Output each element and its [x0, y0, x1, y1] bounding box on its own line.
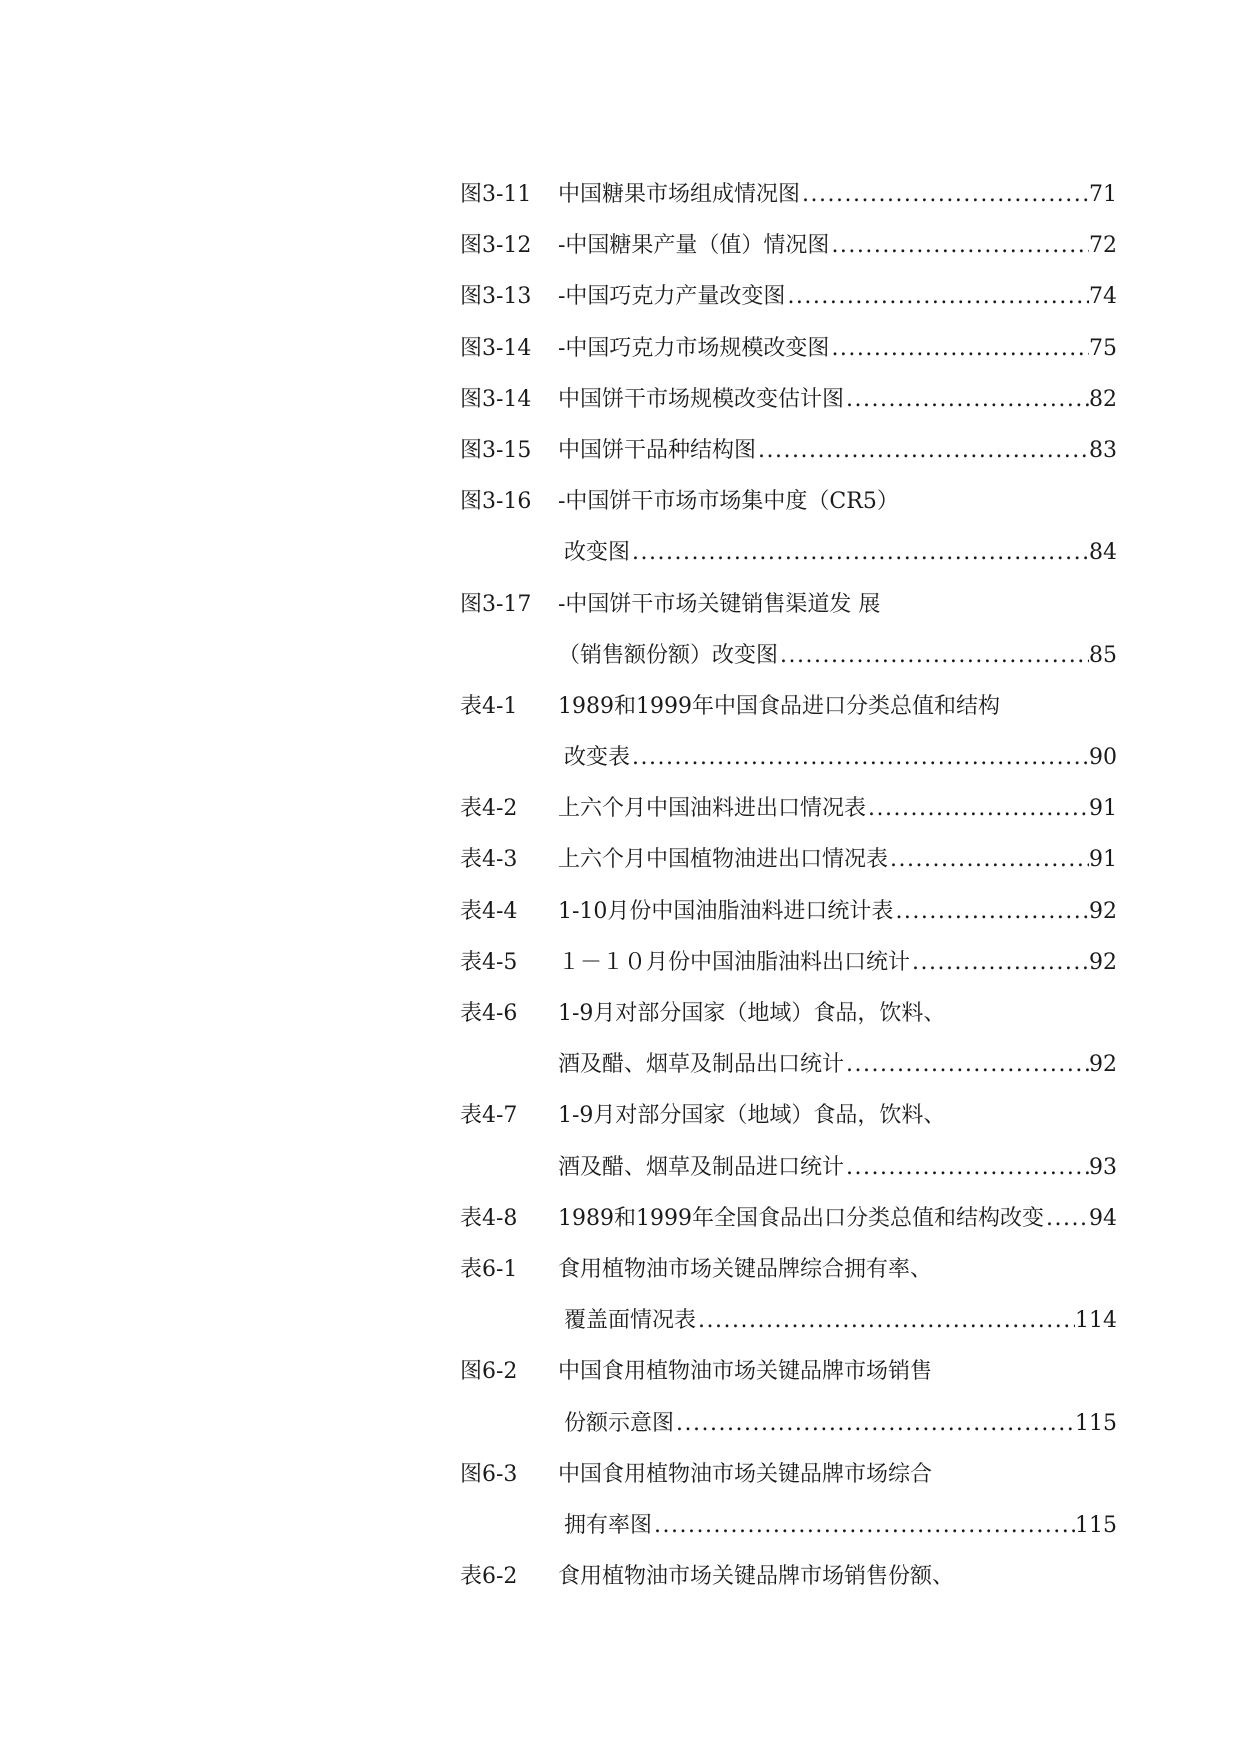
toc-entry-label: 图3-12 [460, 233, 532, 259]
toc-entry-page: 92 [1089, 898, 1117, 924]
toc-entry-page: 91 [1089, 796, 1117, 822]
table-of-contents [460, 169, 1117, 1602]
toc-entry-title: 中国饼干市场规模改变估计图 [558, 386, 845, 412]
toc-entry-page: 72 [1089, 233, 1117, 259]
toc-entry-label: 表4-4 [460, 898, 518, 924]
toc-entry-label: 图3-17 [460, 591, 532, 617]
toc-entry-label: 图3-14 [460, 335, 532, 361]
toc-entry [460, 1449, 1117, 1500]
toc-entry [460, 374, 1117, 425]
toc-entry-title: 中国食用植物油市场关键品牌市场销售 [558, 1359, 933, 1385]
toc-entry [460, 1346, 1117, 1397]
toc-leader-dots [893, 886, 1089, 937]
toc-entry [460, 527, 1117, 578]
toc-entry [460, 834, 1117, 885]
toc-leader-dots [696, 1295, 1075, 1346]
toc-entry [460, 988, 1117, 1039]
toc-entry-label: 表4-7 [460, 1103, 518, 1129]
toc-entry-title: 酒及醋、烟草及制品出口统计 [558, 1052, 845, 1078]
toc-entry-page: 94 [1089, 1205, 1117, 1231]
toc-entry [460, 1551, 1117, 1602]
toc-entry-title: 食用植物油市场关键品牌市场销售份额、 [558, 1564, 955, 1590]
toc-leader-dots [652, 1500, 1075, 1551]
toc-entry [460, 783, 1117, 834]
toc-entry [460, 1193, 1117, 1244]
toc-entry-label: 表4-5 [460, 949, 518, 975]
toc-leader-dots [844, 1142, 1089, 1193]
toc-entry [460, 1039, 1117, 1090]
toc-entry [460, 220, 1117, 271]
toc-entry-label: 图3-14 [460, 386, 532, 412]
toc-entry [460, 1500, 1117, 1551]
toc-entry [460, 1142, 1117, 1193]
toc-entry-title: 中国食用植物油市场关键品牌市场综合 [558, 1461, 933, 1487]
toc-entry-page: 85 [1089, 642, 1117, 668]
toc-entry [460, 1398, 1117, 1449]
toc-entry-title: -中国糖果产量（值）情况图 [558, 233, 830, 259]
toc-entry [460, 169, 1117, 220]
toc-leader-dots [910, 937, 1089, 988]
toc-entry [460, 1244, 1117, 1295]
toc-entry [460, 886, 1117, 937]
toc-leader-dots [829, 220, 1089, 271]
toc-leader-dots [844, 1039, 1089, 1090]
toc-entry [460, 476, 1117, 527]
toc-entry-title: 1989和1999年全国食品出口分类总值和结构改变 [558, 1205, 1044, 1231]
toc-leader-dots [800, 169, 1089, 220]
toc-entry-title: 1989和1999年中国食品进口分类总值和结构 [558, 693, 1000, 719]
toc-entry-page: 75 [1089, 335, 1117, 361]
toc-entry [460, 1090, 1117, 1141]
toc-entry-page: 71 [1089, 182, 1117, 207]
toc-entry-page: 84 [1089, 540, 1117, 566]
toc-entry-page: 114 [1075, 1308, 1117, 1334]
toc-entry-title: 拥有率图 [564, 1512, 653, 1538]
toc-entry-title: （销售额份额）改变图 [558, 642, 779, 668]
toc-entry-title: 食用植物油市场关键品牌综合拥有率、 [558, 1256, 933, 1282]
toc-leader-dots [778, 630, 1089, 681]
toc-entry-title: 上六个月中国植物油进出口情况表 [558, 847, 889, 873]
toc-entry-label: 表4-8 [460, 1205, 518, 1231]
toc-entry-title: 1-9月对部分国家（地域）食品，饮料、 [558, 1001, 946, 1026]
toc-leader-dots [1044, 1193, 1089, 1244]
toc-entry-label: 图3-13 [460, 284, 532, 310]
toc-entry-page: 83 [1089, 437, 1117, 463]
toc-leader-dots [630, 732, 1089, 783]
toc-entry-title: 改变图 [564, 540, 631, 566]
toc-entry-label: 表4-6 [460, 1001, 518, 1026]
toc-entry-title: -中国巧克力市场规模改变图 [558, 335, 830, 361]
toc-entry-label: 表4-2 [460, 796, 518, 822]
toc-entry [460, 681, 1117, 732]
toc-entry-label: 图6-2 [460, 1359, 518, 1385]
toc-entry-page: 115 [1075, 1410, 1117, 1436]
toc-entry [460, 579, 1117, 630]
toc-leader-dots [866, 783, 1089, 834]
toc-entry-label: 表6-1 [460, 1256, 518, 1282]
toc-entry-title: 中国糖果市场组成情况图 [558, 182, 801, 207]
toc-entry [460, 630, 1117, 681]
toc-entry-page: 74 [1089, 284, 1117, 310]
toc-entry [460, 1295, 1117, 1346]
toc-entry-page: 92 [1089, 1052, 1117, 1078]
toc-entry [460, 323, 1117, 374]
toc-entry-page: 90 [1089, 745, 1117, 771]
toc-entry-title: 中国饼干品种结构图 [558, 437, 757, 463]
toc-entry-title: -中国饼干市场市场集中度（CR5） [558, 489, 899, 515]
toc-leader-dots [630, 527, 1089, 578]
toc-entry-title: 份额示意图 [564, 1410, 675, 1436]
toc-entry-label: 图3-15 [460, 437, 532, 463]
toc-entry-label: 图6-3 [460, 1461, 518, 1487]
toc-entry [460, 937, 1117, 988]
toc-entry-page: 115 [1075, 1512, 1117, 1538]
toc-leader-dots [888, 834, 1089, 885]
toc-leader-dots [674, 1398, 1075, 1449]
toc-entry-title: 1-10月份中国油脂油料进口统计表 [558, 898, 894, 924]
toc-leader-dots [844, 374, 1089, 425]
toc-entry-label: 表4-3 [460, 847, 518, 873]
toc-entry [460, 425, 1117, 476]
toc-entry-title: -中国饼干市场关键销售渠道发 展 [558, 591, 881, 617]
toc-entry-title: 改变表 [564, 745, 631, 771]
toc-entry-title: 覆盖面情况表 [564, 1308, 697, 1334]
toc-entry [460, 271, 1117, 322]
toc-entry-label: 表4-1 [460, 693, 518, 719]
toc-leader-dots [756, 425, 1089, 476]
toc-entry-title: 酒及醋、烟草及制品进口统计 [558, 1154, 845, 1180]
toc-leader-dots [829, 323, 1089, 374]
toc-entry-label: 表6-2 [460, 1564, 518, 1590]
toc-entry-title: １－１０月份中国油脂油料出口统计 [558, 949, 911, 975]
toc-entry-title: 1-9月对部分国家（地域）食品，饮料、 [558, 1103, 946, 1129]
toc-entry-title: -中国巧克力产量改变图 [558, 284, 786, 310]
toc-entry [460, 732, 1117, 783]
toc-entry-label: 图3-16 [460, 489, 532, 515]
toc-entry-page: 82 [1089, 386, 1117, 412]
toc-entry-page: 92 [1089, 949, 1117, 975]
toc-entry-label: 图3-11 [460, 182, 532, 207]
toc-entry-page: 91 [1089, 847, 1117, 873]
toc-entry-title: 上六个月中国油料进出口情况表 [558, 796, 867, 822]
toc-leader-dots [785, 271, 1089, 322]
toc-entry-page: 93 [1089, 1154, 1117, 1180]
